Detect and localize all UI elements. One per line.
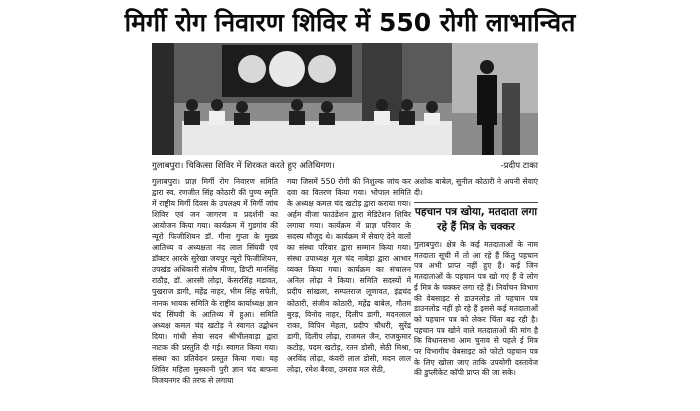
sidebar-headline: पहचान पत्र खोया, मतदाता लगा रहे हैं मित्र के चक्कर bbox=[414, 206, 538, 233]
photo-credit: -प्रदीप टाका bbox=[500, 161, 538, 171]
section-divider bbox=[414, 202, 538, 203]
photo-caption-row bbox=[152, 160, 538, 172]
article-text-3: अशोक बाबेल, सुनील कोठारी ने अपनी सेवाएं दी। bbox=[414, 177, 538, 198]
article-column-1 bbox=[152, 176, 278, 386]
photo-caption: गुलाबपुरा। चिकित्सा शिविर में शिरकत करते हुए अतिथिगण। bbox=[152, 161, 335, 171]
event-photo bbox=[152, 43, 538, 155]
sidebar-story-body bbox=[414, 240, 538, 379]
article-text-2: गया जिसमें 550 रोगी की निशुल्क जांच कर दवा का वितरण किया गया। भोपाल समिति के अध्यक्ष कमल चंद खटोड़ द्वारा कराया गया। अर्हम वीजा फाउंडेशन द्वारा मेडिटेशन शिविर लगाया गया। कार्यक्रम में प्राज्ञ परिवार के सदस्य मौजूद थे। कार्यक्रम में सेवाएं देने वालों का संस्था परिवार द्वारा सम्मान किया गया। संस्था उपाध्यक्ष मूल चंद नाबेड़ा द्वारा आभार व्यक्त किया गया। कार्यक्रम का संचालन अनिल लोढ़ा ने किया। समिति सदस्यों में प्रदीप सांखला, सम्पतराज लूणावत, इंद्रचंद कोठारी, संजीव कोठारी, महेंद्र बाबेल, गौतम बुरड़, विनोद नाहर, दिलीप डागी, मदनलाल राका, विपिन मेहता, प्रदीप चौधरी, सुरेंद्र डागी, दिलीप लोढ़ा, राजमल जैन, राजकुमार कटोड़, पदम खटोड़, रतन डोसी, सेठी मिश्रा, अरविंद लोढ़ा, कंवरी लाल डोसी, मदन लाल लोढ़ा, रमेश बैरवा, उमराव मल सेठी, bbox=[287, 177, 411, 374]
article-text-1: गुलाबपुरा। प्राज्ञ मिर्गी रोग निवारण समिति द्वारा स्व. रणजीत सिंह कोठारी की पुण्य स्मृति में राष्ट्रीय मिर्गी दिवस के उपलक्ष्य में मिर्गी जांच शिविर एवं जन जागरण व प्रदर्शनी का आयोजन किया गया। कार्यक्रम में गुडगांव की न्यूरो फिजीशियन डॉ. गीना गुप्ता के मुख्य आतिथ्य व अध्यक्षता नंद लाल सिंघवी एवं डॉक्टर आरके सुरेखा जयपुर न्यूरो फिजीशियन, उपखंड अधिकारी संतोष मीणा, डिप्टी मानसिंह राठौड़, डॉ. आरसी लोढ़ा, केसरसिंह मडावत, पुखराज डागी, महेंद्र नाहर, भीम सिंह सचेती, नानक भायक समिति के राष्ट्रीय कार्याध्यक्ष ज्ञान चंद सिंघवी के आतिथ्य में हुआ। समिति अध्यक्ष कमल चंद खटोड़ ने स्वागत उद्बोधन दिया। गांधी सेवा सदन श्रीभीलवाड़ा द्वारा नाटक की प्रस्तुति दी गई। स्वागत किया गया। संस्था का प्रतिवेदन प्रस्तुत किया गया। यह शिविर महिला मुस्कानी पुरी ज्ञान चंद बाफना विजयनगर की तरफ से लगाया bbox=[152, 177, 278, 385]
article-column-3 bbox=[414, 176, 538, 198]
sidebar-story-text: गुलाबपुरा। क्षेत्र के कई मतदाताओं के नाम मतदाता सूची में तो आ रहे हैं किंतु पहचान पत्र अभी प्राप्त नहीं हुए हैं। कई जिन मतदाताओं के पहचान पत्र खो गए हैं वे लोग ई मित्र के चक्कर लगा रहे हैं। निर्वाचन विभाग की वेबसाइट से डाउनलोड तो पहचान पत्र डाउनलोड नहीं हो रहे हैं इससे कई मतदाताओं को पहचान पत्र को लेकर चिंता बढ़ रही है। पहचान पत्र खोने वाले मतदाताओं की मांग है कि विधानसभा आम चुनाव से पहले ई मित्र पर विभागीय वेबसाइट को फोटो पहचान पत्र के लिए खोला जाए ताकि उपयोगी दस्तावेज की डुप्लीकेट कॉपी प्राप्त की जा सके। bbox=[414, 240, 538, 378]
event-photo-illustration bbox=[152, 43, 538, 155]
page-headline: मिर्गी रोग निवारण शिविर में 550 रोगी लाभान्वित bbox=[124, 8, 576, 37]
article-column-2 bbox=[287, 176, 411, 375]
